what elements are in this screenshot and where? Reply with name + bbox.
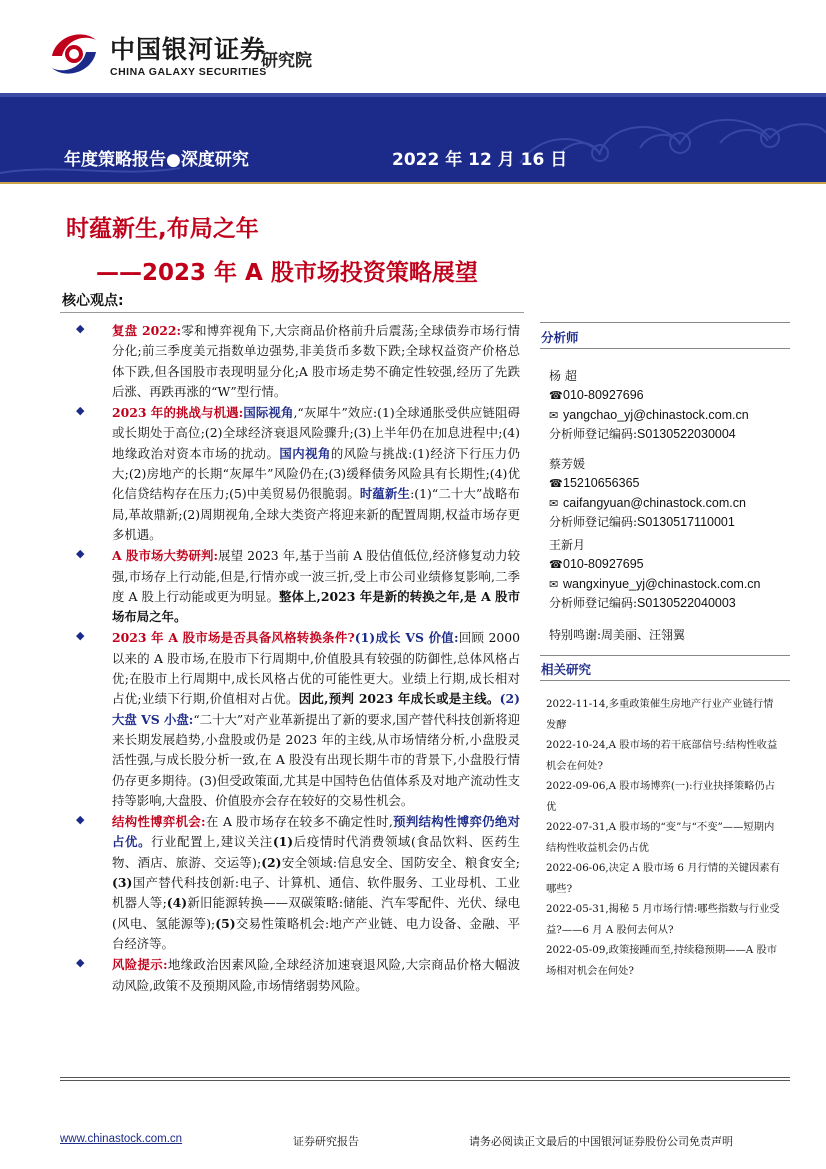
bullet-bold: 预判结构性博弈仍绝对占优。 [112,814,521,850]
analyst-card [549,367,749,444]
bullet-text: ,“灰犀牛”效应:(1)全球通胀受供应链阻碍或长期处于高位;(2)全球经济衰退风险骤升;(3)上半年仍在加息进程中;(4)地缘政治对资本市场的扰动。 [112,405,520,461]
sidebar-divider [540,680,790,681]
bullet-lead: 结构性博弈机会: [112,814,206,830]
footer-divider [60,1077,790,1078]
analyst-phone: 010-80927695 [563,557,644,572]
report-date: 2022 年 12 月 16 日 [392,150,568,170]
bullet-sub: 国内视角 [279,445,331,461]
footer-report-type: 证券研究报告 [293,1135,359,1148]
bullet-lead: 2023 年 A 股市场是否具备风格转换条件? [112,630,355,646]
list-item [74,403,520,545]
diamond-bullet-icon: ◆ [76,547,85,561]
bullet-lead: 复盘 2022: [112,323,182,338]
disclaimer-notice: 请务必阅读正文最后的中国银河证券股份公司免责声明 [469,1135,733,1148]
divider [60,312,524,313]
sidebar-divider [540,348,790,349]
bullet-text: 行业配置上,建议关注 [151,834,273,850]
analyst-reg: S0130517110001 [637,514,735,529]
reg-label: 分析师登记编码: [549,426,638,441]
bullet-bold: 因此,预判 2023 年成长或是主线。 [298,691,500,707]
logo-chinese-name: 中国银河证券 [110,35,267,64]
related-report-link[interactable]: 2022-05-31,揭秘 5 月市场行情:哪些指数与行业受益?——6 月 A 股何去何从? [546,903,780,936]
core-views-list [74,318,520,997]
analyst-name: 杨 超 [549,369,577,383]
bullet-bold: 整体上,2023 年是新的转换之年,是 A 股市场布局之年。 [112,588,521,625]
bullet-bold: (2) [261,854,282,870]
list-item [74,628,520,811]
analyst-email[interactable]: yangchao_yj@chinastock.com.cn [563,407,749,422]
analyst-email[interactable]: wangxinyue_yj@chinastock.com.cn [563,576,761,591]
email-icon: ✉ [549,577,559,591]
analyst-card [549,536,761,613]
analyst-card [549,455,746,532]
core-views-label: 核心观点: [62,293,124,309]
institute-label: 研究院 [261,51,312,71]
bullet-sub: (2)大盘 VS 小盘: [112,691,520,727]
list-item [74,321,520,402]
phone-icon: ☎ [549,477,563,491]
bullet-sub: 时蕴新生 [359,486,411,502]
company-logo [46,26,346,86]
bullet-text: “二十大”对产业革新提出了新的要求,国产替代科技创新将迎来长期发展趋势,小盘股或仍是 2023 年的主线,从市场情绪分析,小盘股灵活性强,与成长股分析一致,在 A 股没有出现长期牛市的背景下,小盘股行情仍存更多期待。(3)但受政策面,尤其是中国特色估值体系及对地产流动性支持等影响,大盘股、价值股亦会存在较好的交易性机会。 [112,711,521,808]
bullet-bold: (3) [112,875,133,891]
reg-label: 分析师登记编码: [549,514,638,529]
related-report-link[interactable]: 2022-07-31,A 股市场的“变”与“不变”——短期内结构性收益机会仍占优 [546,821,775,854]
diamond-bullet-icon: ◆ [76,813,85,827]
bullet-text: 后疫情时代消费领域(食品饮料、医药生物、酒店、旅游、交运等); [112,834,520,870]
diamond-bullet-icon: ◆ [76,956,85,970]
sidebar-divider [540,322,790,323]
acknowledgement: 特别鸣谢:周美丽、汪翎翼 [549,628,686,642]
bullet-bold: (1) [272,834,294,850]
report-title: 时蕴新生,布局之年 [66,216,259,242]
galaxy-logo-icon [46,26,102,82]
related-research-heading: 相关研究 [541,662,592,677]
bullet-text: 新旧能源转换——双碳策略:储能、汽车零配件、光伏、绿电(风电、氢能源等); [112,895,520,931]
diamond-bullet-icon: ◆ [76,404,85,418]
related-report-link[interactable]: 2022-05-09,政策接踵而至,持续稳预期——A 股市场相对机会在何处? [546,944,778,977]
bullet-text: 零和博弈视角下,大宗商品价格前升后震荡;全球债券市场行情分化;前三季度美元指数单边强势,非美货币多数下跌;全球权益资产价格总体下跌,但各国股市表现明显分化;A 股市场走势不确定性较强,经历了先跌后涨、再跌再涨的“W”型行情。 [112,323,520,399]
analyst-phone: 15210656365 [563,476,640,491]
bullet-bold: (5) [215,915,236,931]
diamond-bullet-icon: ◆ [76,322,85,335]
footer-divider [60,1080,790,1081]
analyst-reg: S0130522040003 [637,595,736,610]
sidebar-divider [540,655,790,656]
banner-gold-line [0,182,826,184]
analyst-name: 蔡芳媛 [549,457,586,471]
phone-icon: ☎ [549,389,563,403]
bullet-text: :(1)“二十大”战略布局,革故鼎新;(2)周期视角,全球大类资产将迎来新的配置周期,权益市场存更多机遇。 [112,486,520,542]
bullet-text: 交易性策略机会:地产产业链、电力设备、金融、平台经济等。 [112,915,520,951]
analyst-reg: S0130522030004 [637,426,736,441]
bullet-lead: A 股市场大势研判: [112,548,219,564]
related-report-link[interactable]: 2022-10-24,A 股市场的若干底部信号:结构性收益机会在何处? [546,739,778,772]
bullet-lead: 2023 年的挑战与机遇: [112,405,244,421]
email-icon: ✉ [549,408,559,422]
related-research-list [546,694,782,981]
bullet-lead: 风险提示: [112,957,168,973]
reg-label: 分析师登记编码: [549,595,638,610]
bullet-text: 在 A 股市场存在较多不确定性时, [205,814,393,830]
bullet-text: 地缘政治因素风险,全球经济加速衰退风险,大宗商品价格大幅波动风险,政策不及预期风险,市场情绪弱势风险。 [112,957,520,993]
bullet-sub: (1)成长 VS 价值: [354,630,459,646]
website-link[interactable]: www.chinastock.com.cn [60,1133,183,1145]
report-subtitle: ——2023 年 A 股市场投资策略展望 [96,260,478,286]
analyst-phone: 010-80927696 [563,388,644,403]
bullet-text: 安全领域:信息安全、国防安全、粮食安全; [281,854,520,870]
banner-top-stripe [0,93,826,97]
report-type: 年度策略报告●深度研究 [64,150,249,170]
bullet-bold: (4) [166,895,188,911]
analyst-name: 王新月 [549,538,586,552]
bullet-text: 的风险与挑战:(1)经济下行压力仍大;(2)房地产的长期“灰犀牛”风险仍在;(3)缓释债务风险具有长期性;(4)优化信贷结构存在压力;(5)中美贸易仍很脆弱。 [112,445,521,502]
related-report-link[interactable]: 2022-06-06,决定 A 股市场 6 月行情的关键因素有哪些? [546,862,780,895]
bullet-text: 展望 2023 年,基于当前 A 股估值低位,经济修复动力较强,市场存上行动能,但是,行情亦或一波三折,受上市公司业绩修复影响,二季度 A 股上行动能或更为明显。 [112,548,520,604]
email-icon: ✉ [549,496,559,510]
logo-english-name: CHINA GALAXY SECURITIES [110,66,267,78]
analyst-heading: 分析师 [541,330,579,345]
list-item [74,546,520,627]
bullet-sub: 国际视角 [243,405,294,421]
analyst-email[interactable]: caifangyuan@chinastock.com.cn [563,495,746,510]
related-report-link[interactable]: 2022-09-06,A 股市场博弈(一):行业抉择策略仍占优 [546,780,776,813]
related-report-link[interactable]: 2022-11-14,多重政策催生房地产行业产业链行情发酵 [546,698,774,731]
list-item [74,812,520,954]
bullet-text: 回顾 2000 以来的 A 股市场,在股市下行周期中,价值股具有较强的防御性,总体风格占优;在股市上行周期中,成长风格占优的可能性更大。业绩上行期,成长相对占优;业绩下行期,价值相对占优。 [112,630,520,707]
bullet-text: 国产替代科技创新:电子、计算机、通信、软件服务、工业母机、工业机器人等; [112,875,520,911]
list-item [74,955,520,996]
diamond-bullet-icon: ◆ [76,629,85,643]
phone-icon: ☎ [549,558,563,572]
